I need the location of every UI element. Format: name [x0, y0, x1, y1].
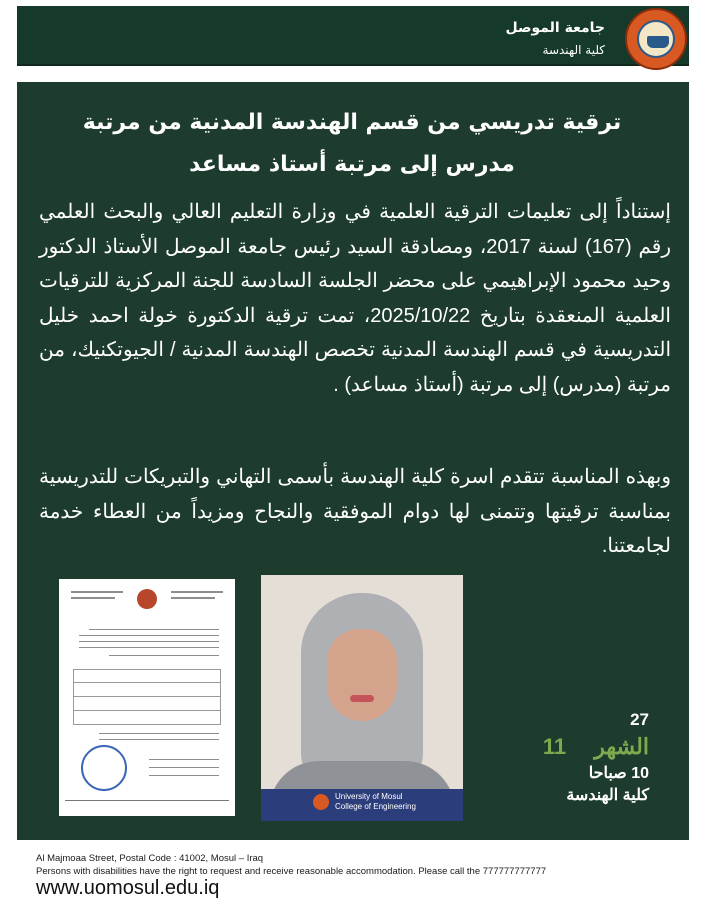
month-label: الشهر	[594, 734, 649, 759]
website-link[interactable]: www.uomosul.edu.iq	[36, 877, 220, 899]
event-day: 27	[630, 710, 649, 729]
title-line-1: ترقية تدريسي من قسم الهندسة المدنية من مرتبة	[82, 110, 622, 135]
announcement-title	[47, 102, 657, 186]
face-shape	[327, 629, 397, 721]
university-name: جامعة الموصل	[505, 20, 605, 36]
stamp-icon	[81, 745, 127, 791]
college-name: كلية الهندسة	[542, 43, 605, 57]
event-date-block	[543, 708, 649, 806]
month-number: 11	[542, 734, 567, 759]
announcement-body: إستناداً إلى تعليمات الترقية العلمية في وزارة التعليم العالي والبحث العلمي رقم (167) لسنة 2017، ومصادقة السيد رئيس جامعة الموصل الأستاذ الدكتور وحيد محمود الإبراهيمي على محضر الجلسة السادسة للجنة المركزية للترقيات العلمية المنعقدة بتاريخ 2025/10/22، تمت ترقية الدكتورة خولة احمد خليل التدريسية في قسم الهندسة المدنية تخصص الهندسة المدنية / الجيوتكنيك، من مرتبة (مدرس) إلى مرتبة (أستاذ مساعد) .	[39, 201, 671, 396]
document-table	[73, 669, 221, 725]
band-university: University of Mosul	[335, 792, 403, 801]
photo-university-band	[261, 789, 463, 821]
event-place: كلية الهندسة	[566, 787, 649, 804]
header-bar	[17, 6, 689, 66]
university-crest-icon	[313, 794, 329, 810]
footer-address-block	[36, 852, 546, 878]
portrait-photo	[261, 575, 463, 821]
event-time: 10 صباحا	[588, 765, 649, 782]
footer-address: Al Majmoaa Street, Postal Code : 41002, Mosul – Iraq	[36, 853, 264, 864]
band-college: College of Engineering	[335, 801, 416, 811]
book-icon	[647, 36, 669, 48]
logo-emblem	[637, 20, 675, 58]
congratulations-text: وبهذه المناسبة تتقدم اسرة كلية الهندسة بأسمى التهاني والتبريكات للتدريسية بمناسبة ترقيتها وتتمنى لها دوام الموفقية والنجاح ومزيداً من العطاء خدمة لجامعتنا.	[39, 466, 671, 557]
document-footer	[65, 800, 229, 810]
footer-accessibility: Persons with disabilities have the right to request and receive reasonable accommodation. Please call the 777777777777	[36, 866, 547, 877]
announcement-panel	[17, 82, 689, 840]
title-line-2: مدرس إلى مرتبة أستاذ مساعد	[189, 152, 515, 177]
event-month	[543, 732, 649, 762]
promotion-document-image	[59, 579, 235, 816]
ministry-crest-icon	[137, 589, 157, 609]
university-logo	[625, 8, 687, 70]
